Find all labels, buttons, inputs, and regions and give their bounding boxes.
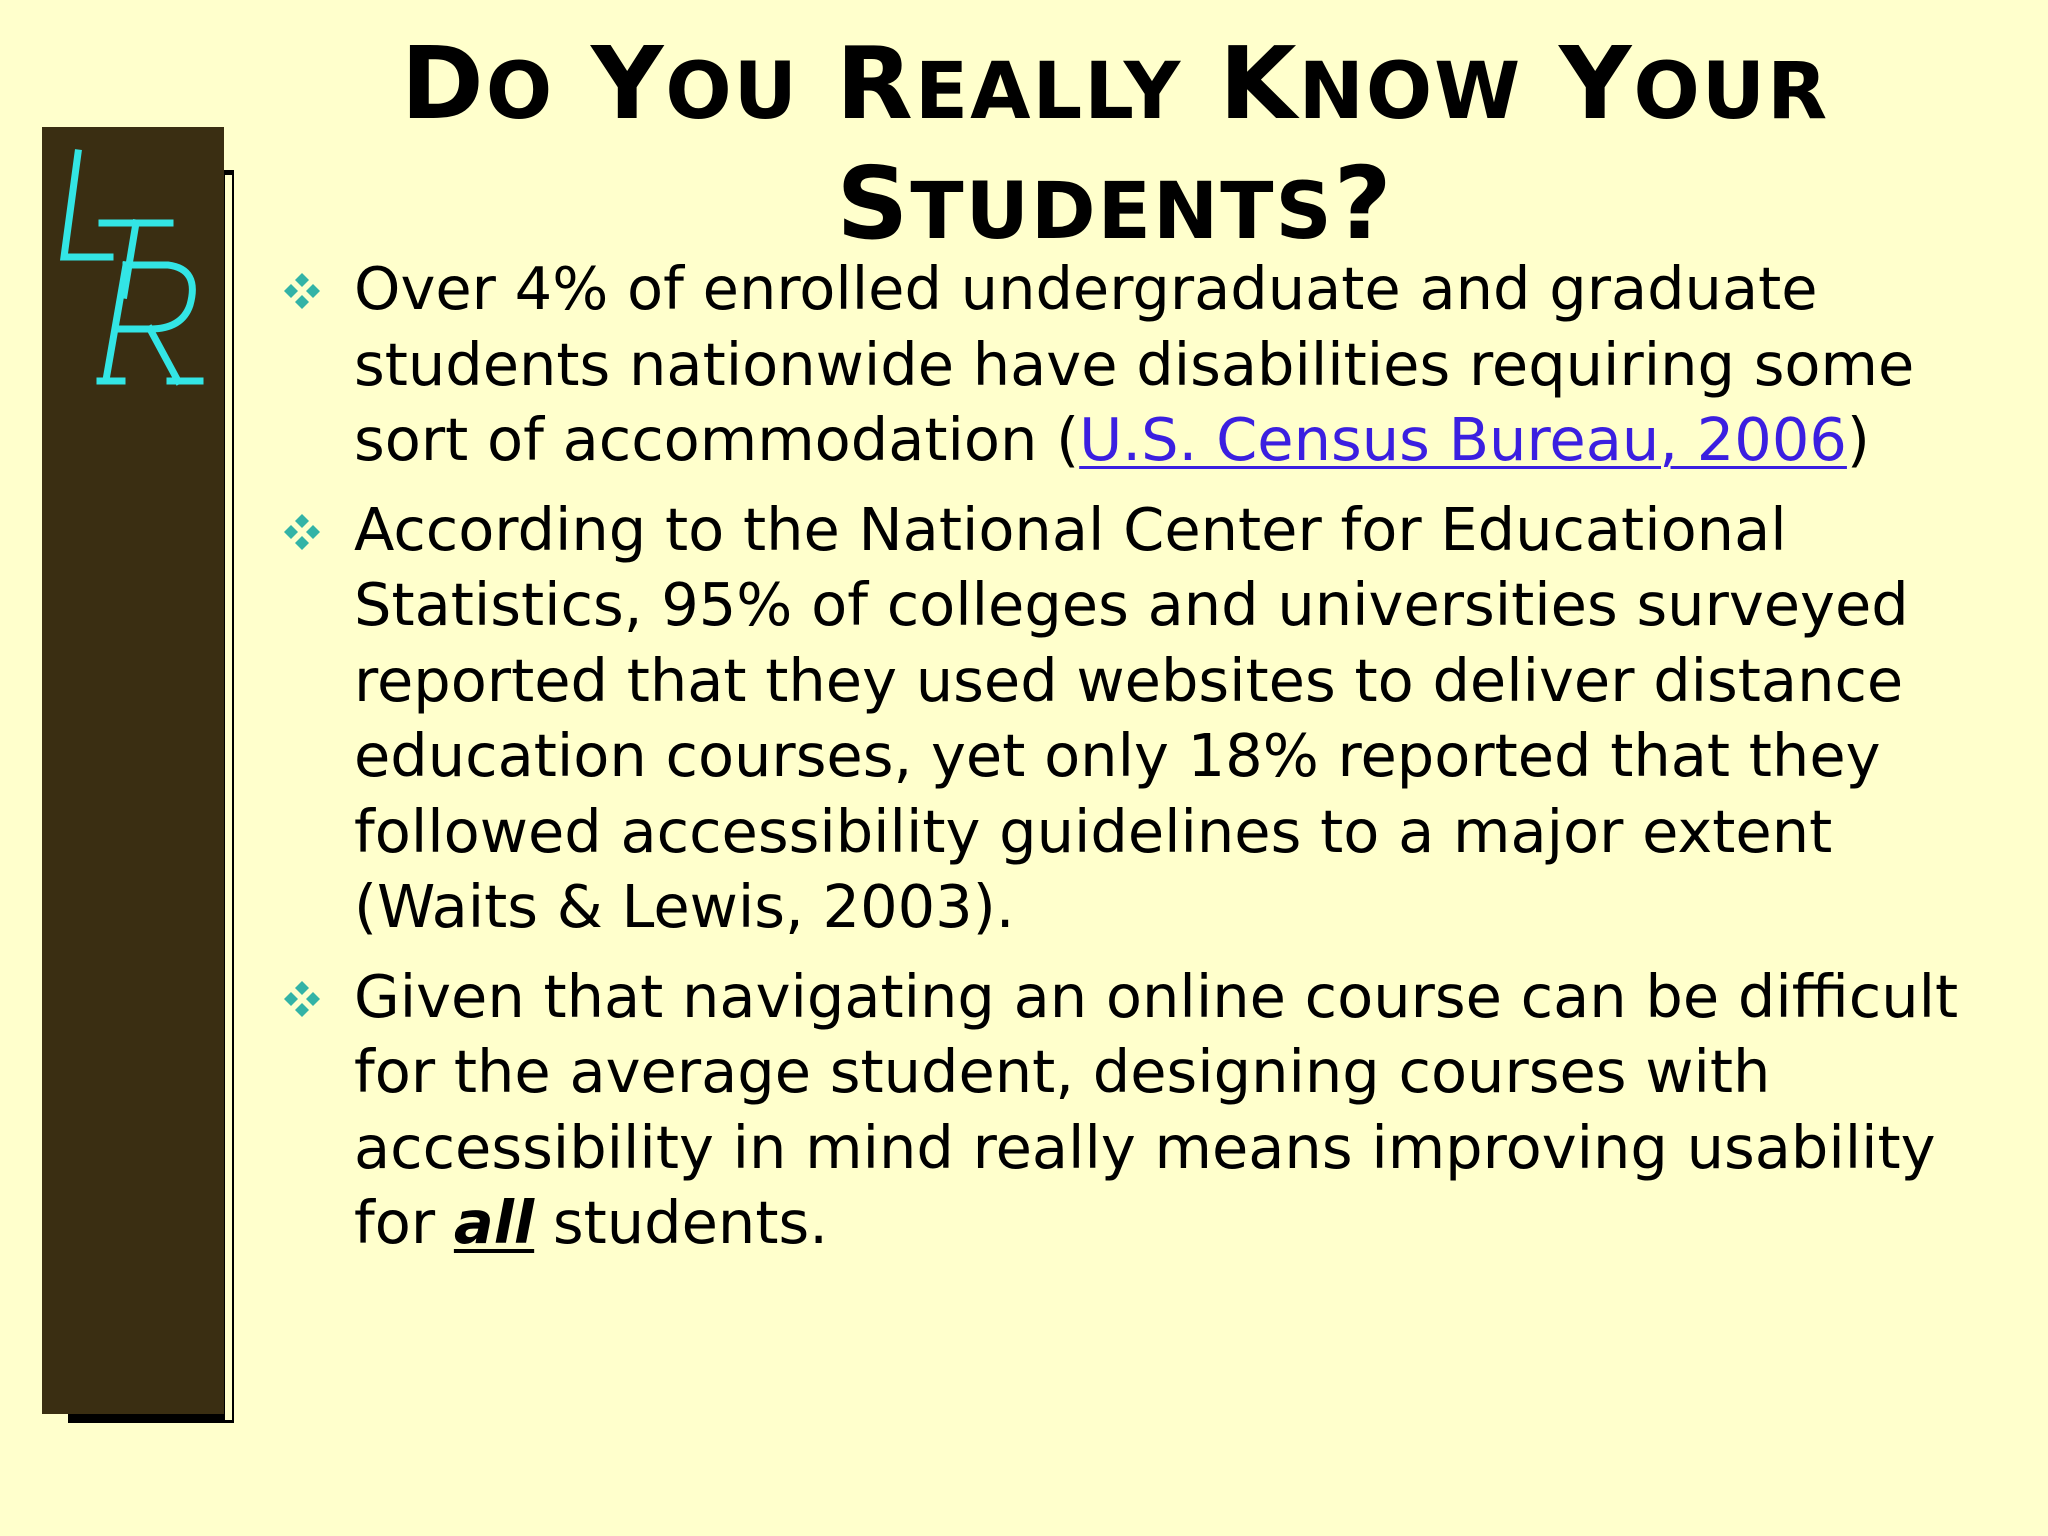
sidebar-shadow-gap xyxy=(225,175,232,1420)
bullet-text: Over 4% of enrolled undergraduate and graduate students nationwide have disabilities requiring some sort of accommodation ( xyxy=(354,254,1915,474)
ltr-logo xyxy=(50,145,220,395)
four-diamond-bullet-icon xyxy=(282,271,322,311)
bullet-text-end: students. xyxy=(534,1188,828,1257)
bullet-item-nces-stats xyxy=(280,492,1980,945)
bullet-list xyxy=(280,251,1980,1275)
emphasis-all: all xyxy=(453,1188,535,1257)
bullet-item-usability xyxy=(280,959,1980,1261)
bullet-text-end: ) xyxy=(1846,405,1870,474)
bullet-text: According to the National Center for Educational Statistics, 95% of colleges and universities surveyed reported that they used websites to deliver distance education courses, yet only 18% reported that they followed accessibility guidelines to a major extent (Waits & Lewis, 2003). xyxy=(354,494,1909,941)
four-diamond-bullet-icon xyxy=(282,979,322,1019)
bullet-text: Given that navigating an online course can be difficult for the average student, designing courses with accessibility in mind really means improving usability for xyxy=(354,961,1959,1257)
slide-title: DO YOU REALLY KNOW YOUR STUDENTS? xyxy=(400,25,1830,262)
bullet-item-disability-stats xyxy=(280,251,1980,478)
four-diamond-bullet-icon xyxy=(282,512,322,552)
census-bureau-link[interactable]: U.S. Census Bureau, 2006 xyxy=(1079,405,1847,474)
